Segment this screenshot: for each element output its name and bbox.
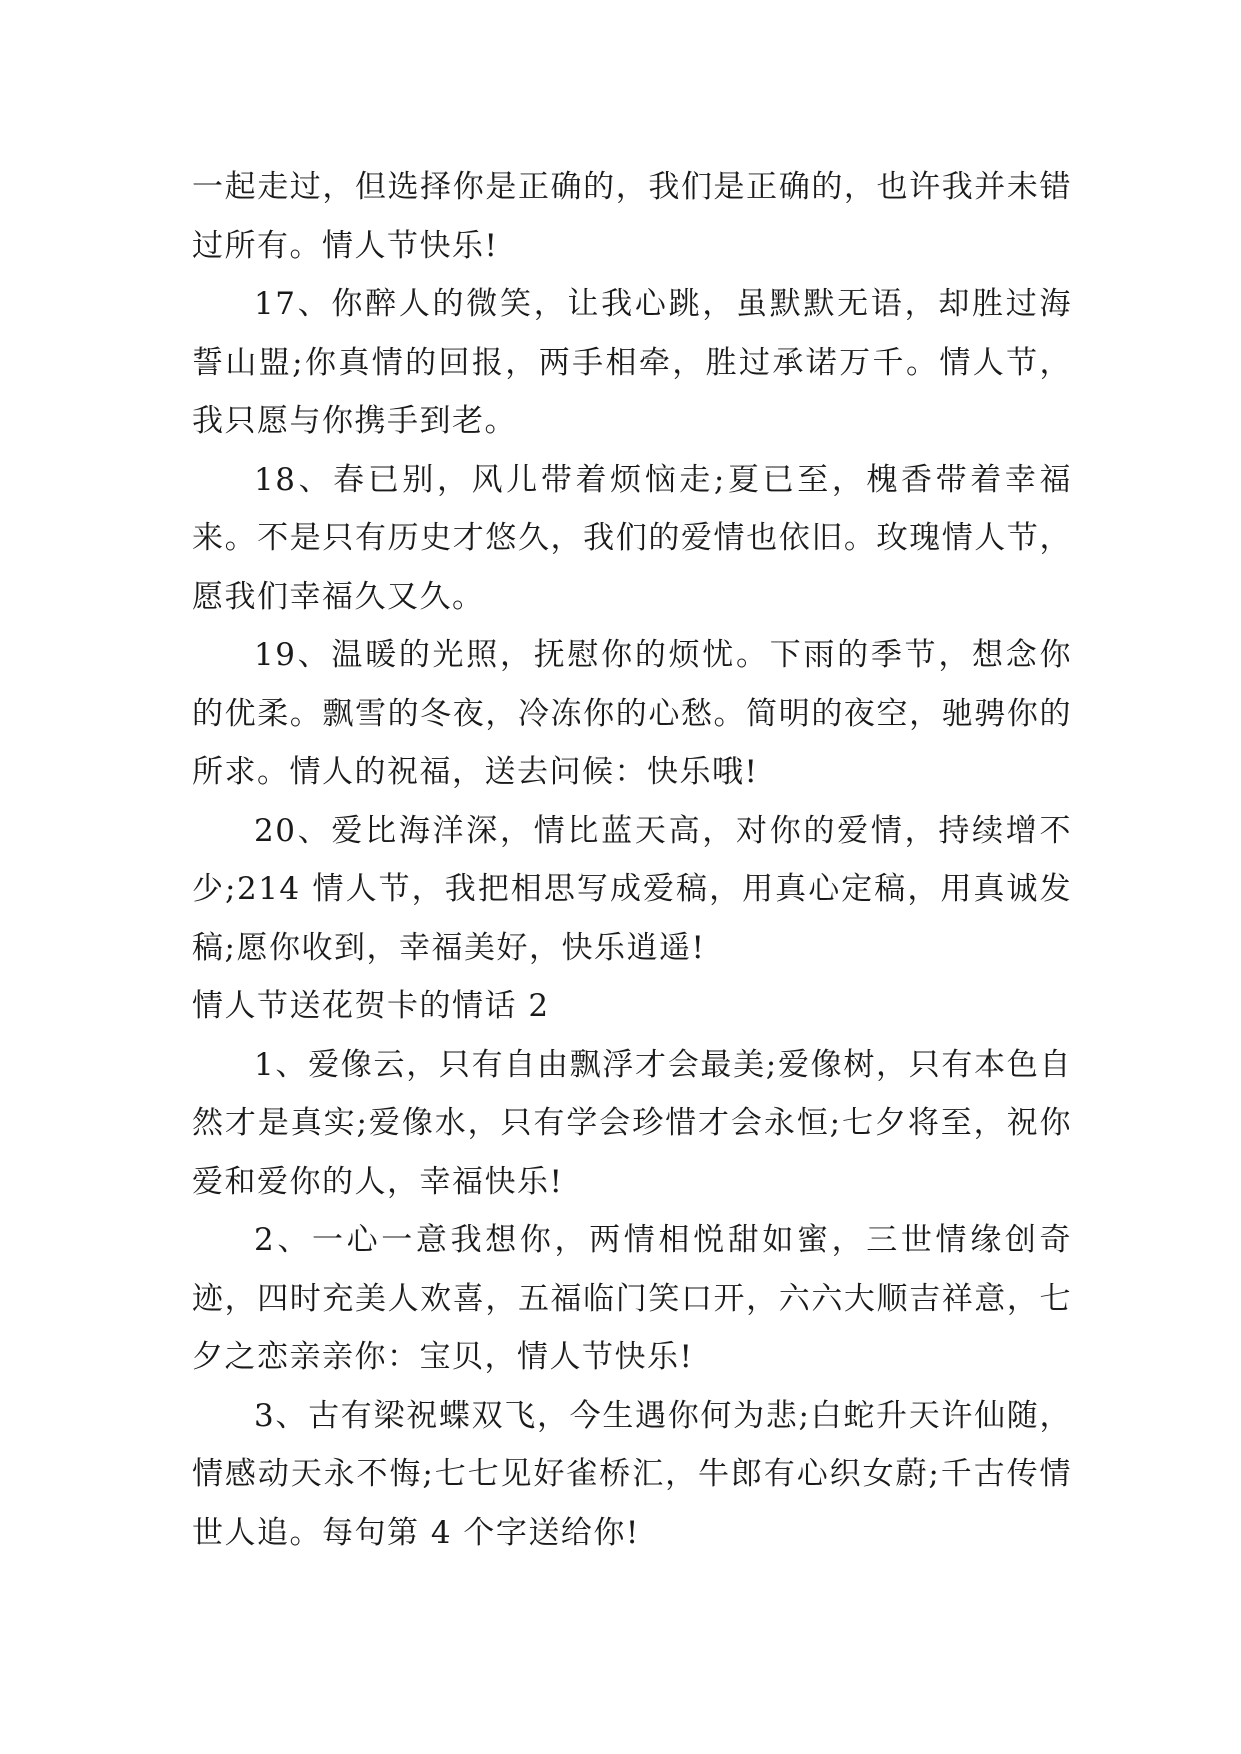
paragraph-item-17: 17、你醉人的微笑，让我心跳，虽默默无语，却胜过海誓山盟;你真情的回报，两手相牵，胜过承诺万千。情人节，我只愿与你携手到老。 [192, 286, 1072, 439]
paragraph-continuation: 一起走过，但选择你是正确的，我们是正确的，也许我并未错过所有。情人节快乐! [192, 169, 1072, 264]
paragraph-item-19: 19、温暖的光照，抚慰你的烦忧。下雨的季节，想念你的优柔。飘雪的冬夜，冷冻你的心愁。简明的夜空，驰骋你的所求。情人的祝福，送去问候：快乐哦! [192, 637, 1072, 790]
paragraph-item-3: 3、古有梁祝蝶双飞，今生遇你何为悲;白蛇升天许仙随，情感动天永不悔;七七见好雀桥汇，牛郎有心织女蔚;千古传情世人追。每句第 4 个字送给你! [192, 1397, 1072, 1551]
paragraph-item-18: 18、春已别，风儿带着烦恼走;夏已至，槐香带着幸福来。不是只有历史才悠久，我们的爱情也依旧。玫瑰情人节，愿我们幸福久又久。 [192, 461, 1072, 615]
document-body [192, 158, 1072, 1562]
paragraph-item-2: 2、一心一意我想你，两情相悦甜如蜜，三世情缘创奇迹，四时充美人欢喜，五福临门笑口开，六六大顺吉祥意，七夕之恋亲亲你：宝贝，情人节快乐! [192, 1222, 1072, 1375]
section-heading: 情人节送花贺卡的情话 2 [192, 988, 550, 1024]
paragraph-item-1: 1、爱像云，只有自由飘浮才会最美;爱像树，只有本色自然才是真实;爱像水，只有学会珍惜才会永恒;七夕将至，祝你爱和爱你的人，幸福快乐! [192, 1046, 1072, 1200]
paragraph-item-20: 20、爱比海洋深，情比蓝天高，对你的爱情，持续增不少;214 情人节，我把相思写成爱稿，用真心定稿，用真诚发稿;愿你收到，幸福美好，快乐逍遥! [192, 812, 1072, 966]
